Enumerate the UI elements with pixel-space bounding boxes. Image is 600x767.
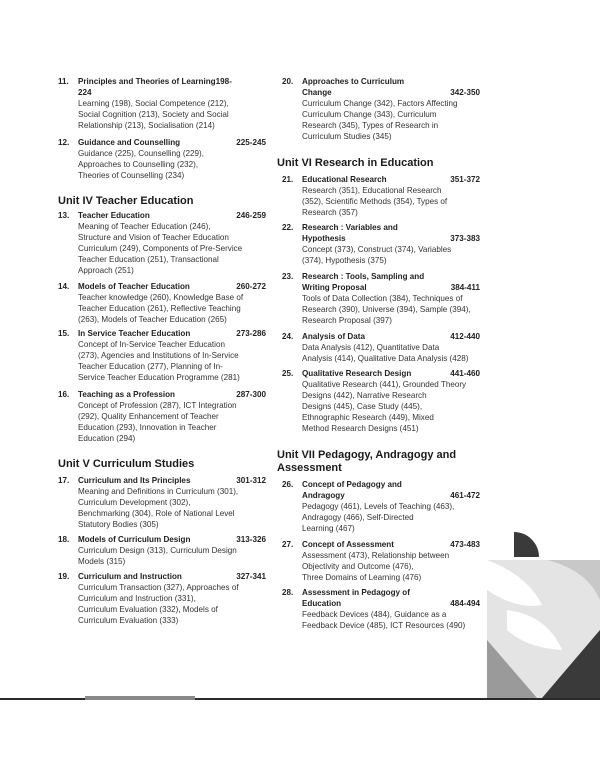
chapter-title: Concept of Assessment: [302, 540, 394, 549]
chapter-number: 21.: [282, 175, 294, 184]
chapter-title: Educational Research: [302, 175, 387, 184]
chapter-topics: Teacher knowledge (260), Knowledge Base of Teacher Education (261), Reflective Teaching (263), Models of Teacher Education (265): [78, 293, 244, 324]
chapter-pages: 273-286: [236, 329, 266, 338]
chapter-title: Guidance and Counselling: [78, 138, 181, 147]
chapter-title-continued: Writing Proposal: [302, 283, 367, 292]
chapter-number: 18.: [58, 535, 70, 544]
chapter-20: [282, 76, 480, 142]
chapter-pages: 473-483: [450, 540, 480, 549]
chapter-topics: Research (351), Educational Research (352), Scientific Methods (354), Types of Research (357): [302, 186, 448, 217]
chapter-title: Models of Curriculum Design: [78, 535, 191, 544]
chapter-title: Teacher Education: [78, 211, 150, 220]
chapter-title: In Service Teacher Education: [78, 329, 191, 338]
chapter-number: 17.: [58, 476, 70, 485]
chapter-topics: Concept of Profession (287), ICT Integration (292), Quality Enhancement of Teacher Education (293), Innovation in Teacher Education (294): [78, 401, 237, 443]
chapter-title: Principles and Theories of Learning198-: [78, 77, 232, 86]
chapter-22: [282, 222, 480, 266]
chapter-topics: Qualitative Research (441), Grounded Theory Designs (442), Narrative Research Designs (445), Case Study (445), Ethnographic Research (449), Mixed Method Research Designs (451): [302, 380, 467, 433]
chapter-pages: 225-245: [236, 138, 266, 147]
chapter-number: 14.: [58, 282, 70, 291]
chapter-27: [282, 539, 480, 583]
footer-tab: [85, 696, 195, 700]
chapter-pages: 342-350: [450, 88, 480, 97]
chapter-topics: Curriculum Design (313), Curriculum Design Models (315): [78, 546, 237, 566]
chapter-topics: Meaning of Teacher Education (246), Structure and Vision of Teacher Education Curriculum (249), Components of Pre-Service Teacher Education (251), Transactional Approach (251): [78, 222, 243, 275]
chapter-topics: Concept of In-Service Teacher Education (273), Agencies and Institutions of In-Service Teacher Education (277), Planning of In- Service Teacher Education Programme (281): [78, 340, 240, 382]
chapter-title-continued: 224: [78, 88, 92, 97]
chapter-24: [282, 331, 480, 364]
chapter-pages: 301-312: [236, 476, 266, 485]
chapter-number: 23.: [282, 272, 294, 281]
chapter-15: [58, 328, 266, 383]
chapter-title: Curriculum and Instruction: [78, 572, 182, 581]
unit-4-heading: Unit IV Teacher Education: [58, 195, 194, 207]
chapter-11: [58, 76, 266, 131]
chapter-title: Research : Tools, Sampling and: [302, 272, 425, 281]
chapter-topics: Feedback Devices (484), Guidance as a Feedback Device (485), ICT Resources (490): [302, 610, 466, 630]
chapter-topics: Curriculum Change (342), Factors Affecting Curriculum Change (343), Curriculum Research (345), Types of Research in Curriculum Studies (345): [302, 99, 458, 141]
chapter-topics: Pedagogy (461), Levels of Teaching (463), Andragogy (466), Self-Directed Learning (467): [302, 502, 455, 533]
unit-6-heading: Unit VI Research in Education: [277, 157, 434, 169]
chapter-pages: 373-383: [450, 234, 480, 243]
chapter-topics: Concept (373), Construct (374), Variables (374), Hypothesis (375): [302, 245, 452, 265]
unit-5-heading: Unit V Curriculum Studies: [58, 458, 195, 470]
chapter-title: Assessment in Pedagogy of: [302, 588, 410, 597]
chapter-title-continued: Change: [302, 88, 332, 97]
chapter-title: Research : Variables and: [302, 223, 398, 232]
chapter-number: 19.: [58, 572, 70, 581]
chapter-23: [282, 271, 480, 326]
chapter-pages: 313-326: [236, 535, 266, 544]
chapter-title: Models of Teacher Education: [78, 282, 190, 291]
chapter-topics: Tools of Data Collection (384), Techniques of Research (390), Universe (394), Sample (394), Research Proposal (397): [302, 294, 471, 325]
chapter-28: [282, 587, 480, 631]
chapter-topics: Learning (198), Social Competence (212), Social Cognition (213), Society and Social Relationship (213), Socialisation (214): [78, 99, 229, 130]
chapter-title-continued: Hypothesis: [302, 234, 346, 243]
chapter-number: 16.: [58, 390, 70, 399]
chapter-number: 22.: [282, 223, 294, 232]
chapter-topics: Guidance (225), Counselling (229), Approaches to Counselling (232), Theories of Counselling (234): [78, 149, 204, 180]
chapter-number: 25.: [282, 369, 294, 378]
chapter-18: [58, 534, 266, 567]
unit-7-heading: Unit VII Pedagogy, Andragogy and Assessment: [277, 449, 457, 474]
chapter-number: 15.: [58, 329, 70, 338]
chapter-number: 12.: [58, 138, 70, 147]
chapter-16: [58, 389, 266, 444]
chapter-topics: Meaning and Definitions in Curriculum (301), Curriculum Development (302), Benchmarking (304), Role of National Level Statutory Bodies (305): [78, 487, 239, 529]
chapter-pages: 461-472: [450, 491, 480, 500]
chapter-number: 28.: [282, 588, 294, 597]
chapter-title: Qualitative Research Design: [302, 369, 412, 378]
decorative-geometric-graphic: [487, 530, 600, 698]
chapter-pages: 484-494: [450, 599, 480, 608]
chapter-title: Curriculum and Its Principles: [78, 476, 191, 485]
chapter-topics: Curriculum Transaction (327), Approaches of Curriculum and Instruction (331), Curriculum Evaluation (332), Models of Curriculum Evaluation (333): [78, 583, 239, 625]
chapter-pages: 246-259: [236, 211, 266, 220]
chapter-pages: 351-372: [450, 175, 480, 184]
chapter-number: 24.: [282, 332, 294, 341]
chapter-number: 11.: [58, 77, 69, 86]
chapter-pages: 327-341: [236, 572, 266, 581]
dark-half-circle: [514, 532, 539, 557]
chapter-26: [282, 479, 480, 534]
chapter-title-continued: Education: [302, 599, 342, 608]
chapter-title: Analysis of Data: [302, 332, 365, 341]
chapter-21: [282, 174, 480, 218]
chapter-topics: Data Analysis (412), Quantitative Data Analysis (414), Qualitative Data Analysis (428): [302, 343, 469, 363]
chapter-19: [58, 571, 266, 626]
chapter-14: [58, 281, 266, 325]
chapter-topics: Assessment (473), Relationship between Objectivity and Outcome (476), Three Domains of Learning (476): [302, 551, 450, 582]
chapter-13: [58, 210, 266, 276]
chapter-number: 13.: [58, 211, 70, 220]
chapter-number: 27.: [282, 540, 294, 549]
chapter-pages: 384-411: [450, 283, 480, 292]
chapter-number: 20.: [282, 77, 294, 86]
chapter-pages: 260-272: [236, 282, 266, 291]
chapter-title: Concept of Pedagogy and: [302, 480, 402, 489]
chapter-pages: 412-440: [450, 332, 480, 341]
chapter-title-continued: Andragogy: [302, 491, 345, 500]
chapter-number: 26.: [282, 480, 294, 489]
chapter-title: Approaches to Curriculum: [302, 77, 405, 86]
chapter-title: Teaching as a Profession: [78, 390, 176, 399]
chapter-12: [58, 137, 266, 181]
chapter-pages: 441-460: [450, 369, 480, 378]
chapter-17: [58, 475, 266, 530]
chapter-pages: 287-300: [236, 390, 266, 399]
chapter-25: [282, 368, 480, 434]
